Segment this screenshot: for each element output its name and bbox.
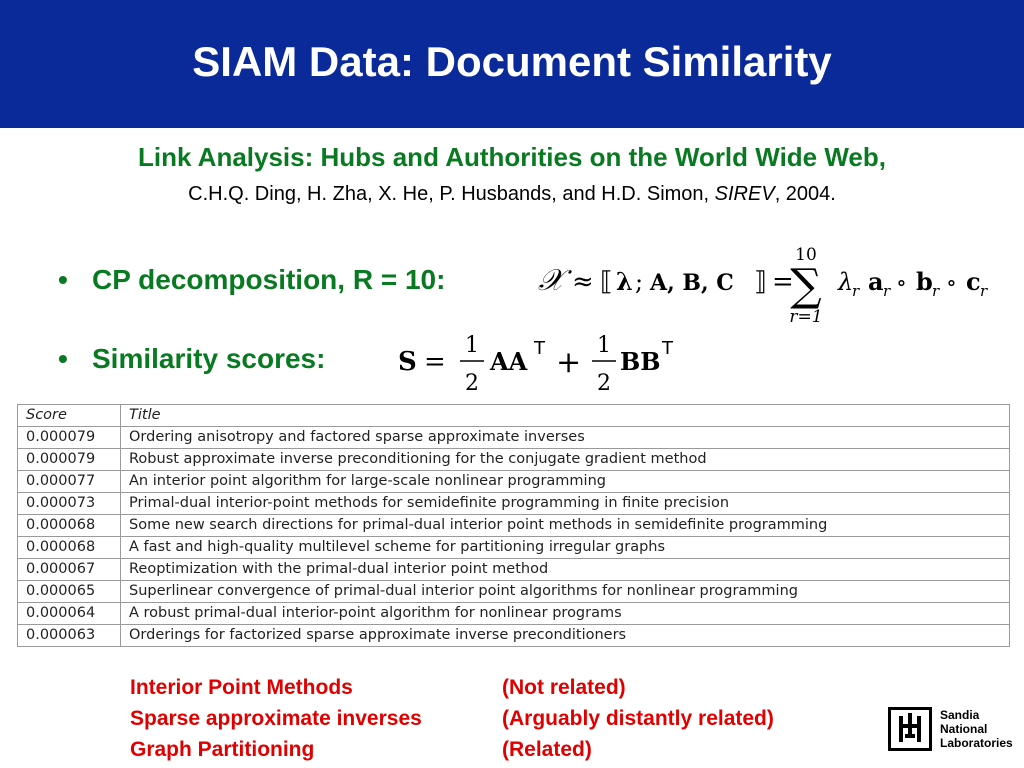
table-header-row: [18, 405, 1010, 427]
similarity-results-table: [17, 404, 1010, 647]
title-cell: Robust approximate inverse preconditioning for the conjugate gradient method: [121, 449, 1010, 471]
paper-journal: SIREV: [714, 183, 775, 205]
table-row: [18, 471, 1010, 493]
slide-title: SIAM Data: Document Similarity: [192, 38, 832, 85]
legend-row: [130, 703, 774, 734]
paper-citation: [0, 183, 1024, 206]
paper-authors: C.H.Q. Ding, H. Zha, X. He, P. Husbands, and H.D. Simon,: [188, 183, 715, 205]
svg-text:A, B, C: A, B, C: [650, 270, 734, 296]
bullet-label: CP decomposition, R = 10:: [92, 264, 446, 295]
title-cell: Primal-dual interior-point methods for semidefinite programming in finite precision: [121, 493, 1010, 515]
title-cell: Reoptimization with the primal-dual interior point method: [121, 559, 1010, 581]
table-row: [18, 559, 1010, 581]
score-cell: 0.000065: [18, 581, 121, 603]
svg-text:r: r: [883, 282, 891, 300]
bullet-label: Similarity scores:: [92, 343, 326, 374]
topic-legend: [130, 672, 774, 765]
svg-text:λ: λ: [616, 267, 633, 296]
svg-text:T: T: [534, 338, 545, 359]
svg-text:r: r: [852, 282, 860, 300]
fraction-denominator: 2: [597, 371, 611, 396]
bullet-cp-decomposition: [58, 264, 445, 296]
svg-text:T: T: [662, 338, 673, 359]
logo-line: National: [940, 722, 988, 736]
svg-text:;: ;: [635, 268, 644, 296]
title-cell: A fast and high-quality multilevel scheme for partitioning irregular graphs: [121, 537, 1010, 559]
title-cell: Orderings for factorized sparse approximate inverse preconditioners: [121, 625, 1010, 647]
score-cell: 0.000073: [18, 493, 121, 515]
svg-text:=: =: [424, 347, 446, 377]
svg-text:≈: ≈: [572, 267, 594, 297]
fraction-numerator: 1: [597, 333, 611, 358]
score-cell: 0.000064: [18, 603, 121, 625]
score-cell: 0.000068: [18, 515, 121, 537]
title-cell: Ordering anisotropy and factored sparse approximate inverses: [121, 427, 1010, 449]
paper-title: Link Analysis: Hubs and Authorities on the World Wide Web,: [137, 142, 887, 172]
svg-text:⟦: ⟦: [600, 267, 613, 297]
column-header-score: Score: [18, 405, 121, 427]
score-cell: 0.000068: [18, 537, 121, 559]
sum-upper-limit: 10: [795, 245, 817, 265]
paper-year: , 2004.: [774, 183, 836, 205]
svg-text:+: +: [556, 345, 582, 380]
sandia-logo-text: [940, 708, 1013, 750]
legend-relation: (Arguably distantly related): [502, 707, 774, 730]
legend-row: [130, 672, 774, 703]
table-row: [18, 493, 1010, 515]
legend-topic: Sparse approximate inverses: [130, 707, 422, 730]
logo-line: Laboratories: [940, 736, 1013, 750]
title-cell: Some new search directions for primal-dual interior point methods in semidefinite programming: [121, 515, 1010, 537]
svg-text:b: b: [916, 267, 933, 296]
legend-relation: (Not related): [502, 676, 626, 699]
sandia-thunderbird-icon: [888, 707, 932, 751]
score-cell: 0.000067: [18, 559, 121, 581]
fraction-numerator: 1: [465, 333, 479, 358]
svg-text:⟧: ⟧: [754, 267, 767, 297]
svg-text:λ: λ: [838, 268, 854, 296]
title-cell: A robust primal-dual interior-point algorithm for nonlinear programs: [121, 603, 1010, 625]
legend-relation: (Related): [502, 738, 592, 761]
column-header-title: Title: [121, 405, 1010, 427]
sandia-logo: [888, 704, 1018, 760]
bullet-similarity-scores: [58, 343, 325, 375]
legend-topic: Graph Partitioning: [130, 738, 315, 761]
svg-text:S: S: [398, 347, 417, 377]
table-row: [18, 449, 1010, 471]
svg-text:∘: ∘: [896, 271, 907, 296]
title-cell: An interior point algorithm for large-scale nonlinear programming: [121, 471, 1010, 493]
svg-text:𝒳: 𝒳: [538, 263, 564, 298]
logo-line: Sandia: [940, 708, 980, 722]
sum-lower-limit: r=1: [789, 307, 823, 324]
table-row: [18, 625, 1010, 647]
table-row: [18, 603, 1010, 625]
cp-decomposition-equation: [538, 244, 1018, 324]
header-bar: [0, 0, 1024, 128]
score-cell: 0.000063: [18, 625, 121, 647]
legend-row: [130, 734, 774, 765]
score-cell: 0.000079: [18, 449, 121, 471]
score-cell: 0.000077: [18, 471, 121, 493]
svg-text:=: =: [772, 267, 794, 297]
svg-text:a: a: [868, 267, 884, 296]
svg-text:AA: AA: [490, 347, 528, 376]
svg-text:∑: ∑: [790, 260, 822, 311]
svg-text:BB: BB: [620, 347, 661, 376]
legend-topic: Interior Point Methods: [130, 676, 353, 699]
svg-text:r: r: [932, 282, 940, 300]
fraction-denominator: 2: [465, 371, 479, 396]
score-cell: 0.000079: [18, 427, 121, 449]
svg-text:r: r: [980, 282, 988, 300]
table-row: [18, 581, 1010, 603]
svg-text:∘: ∘: [946, 271, 957, 296]
title-cell: Superlinear convergence of primal-dual interior point algorithms for nonlinear programming: [121, 581, 1010, 603]
bullet-dot-icon: •: [58, 343, 68, 374]
similarity-equation: [398, 328, 698, 398]
table-row: [18, 537, 1010, 559]
svg-text:c: c: [966, 267, 981, 296]
bullet-dot-icon: •: [58, 264, 68, 295]
table-row: [18, 515, 1010, 537]
table-row: [18, 427, 1010, 449]
